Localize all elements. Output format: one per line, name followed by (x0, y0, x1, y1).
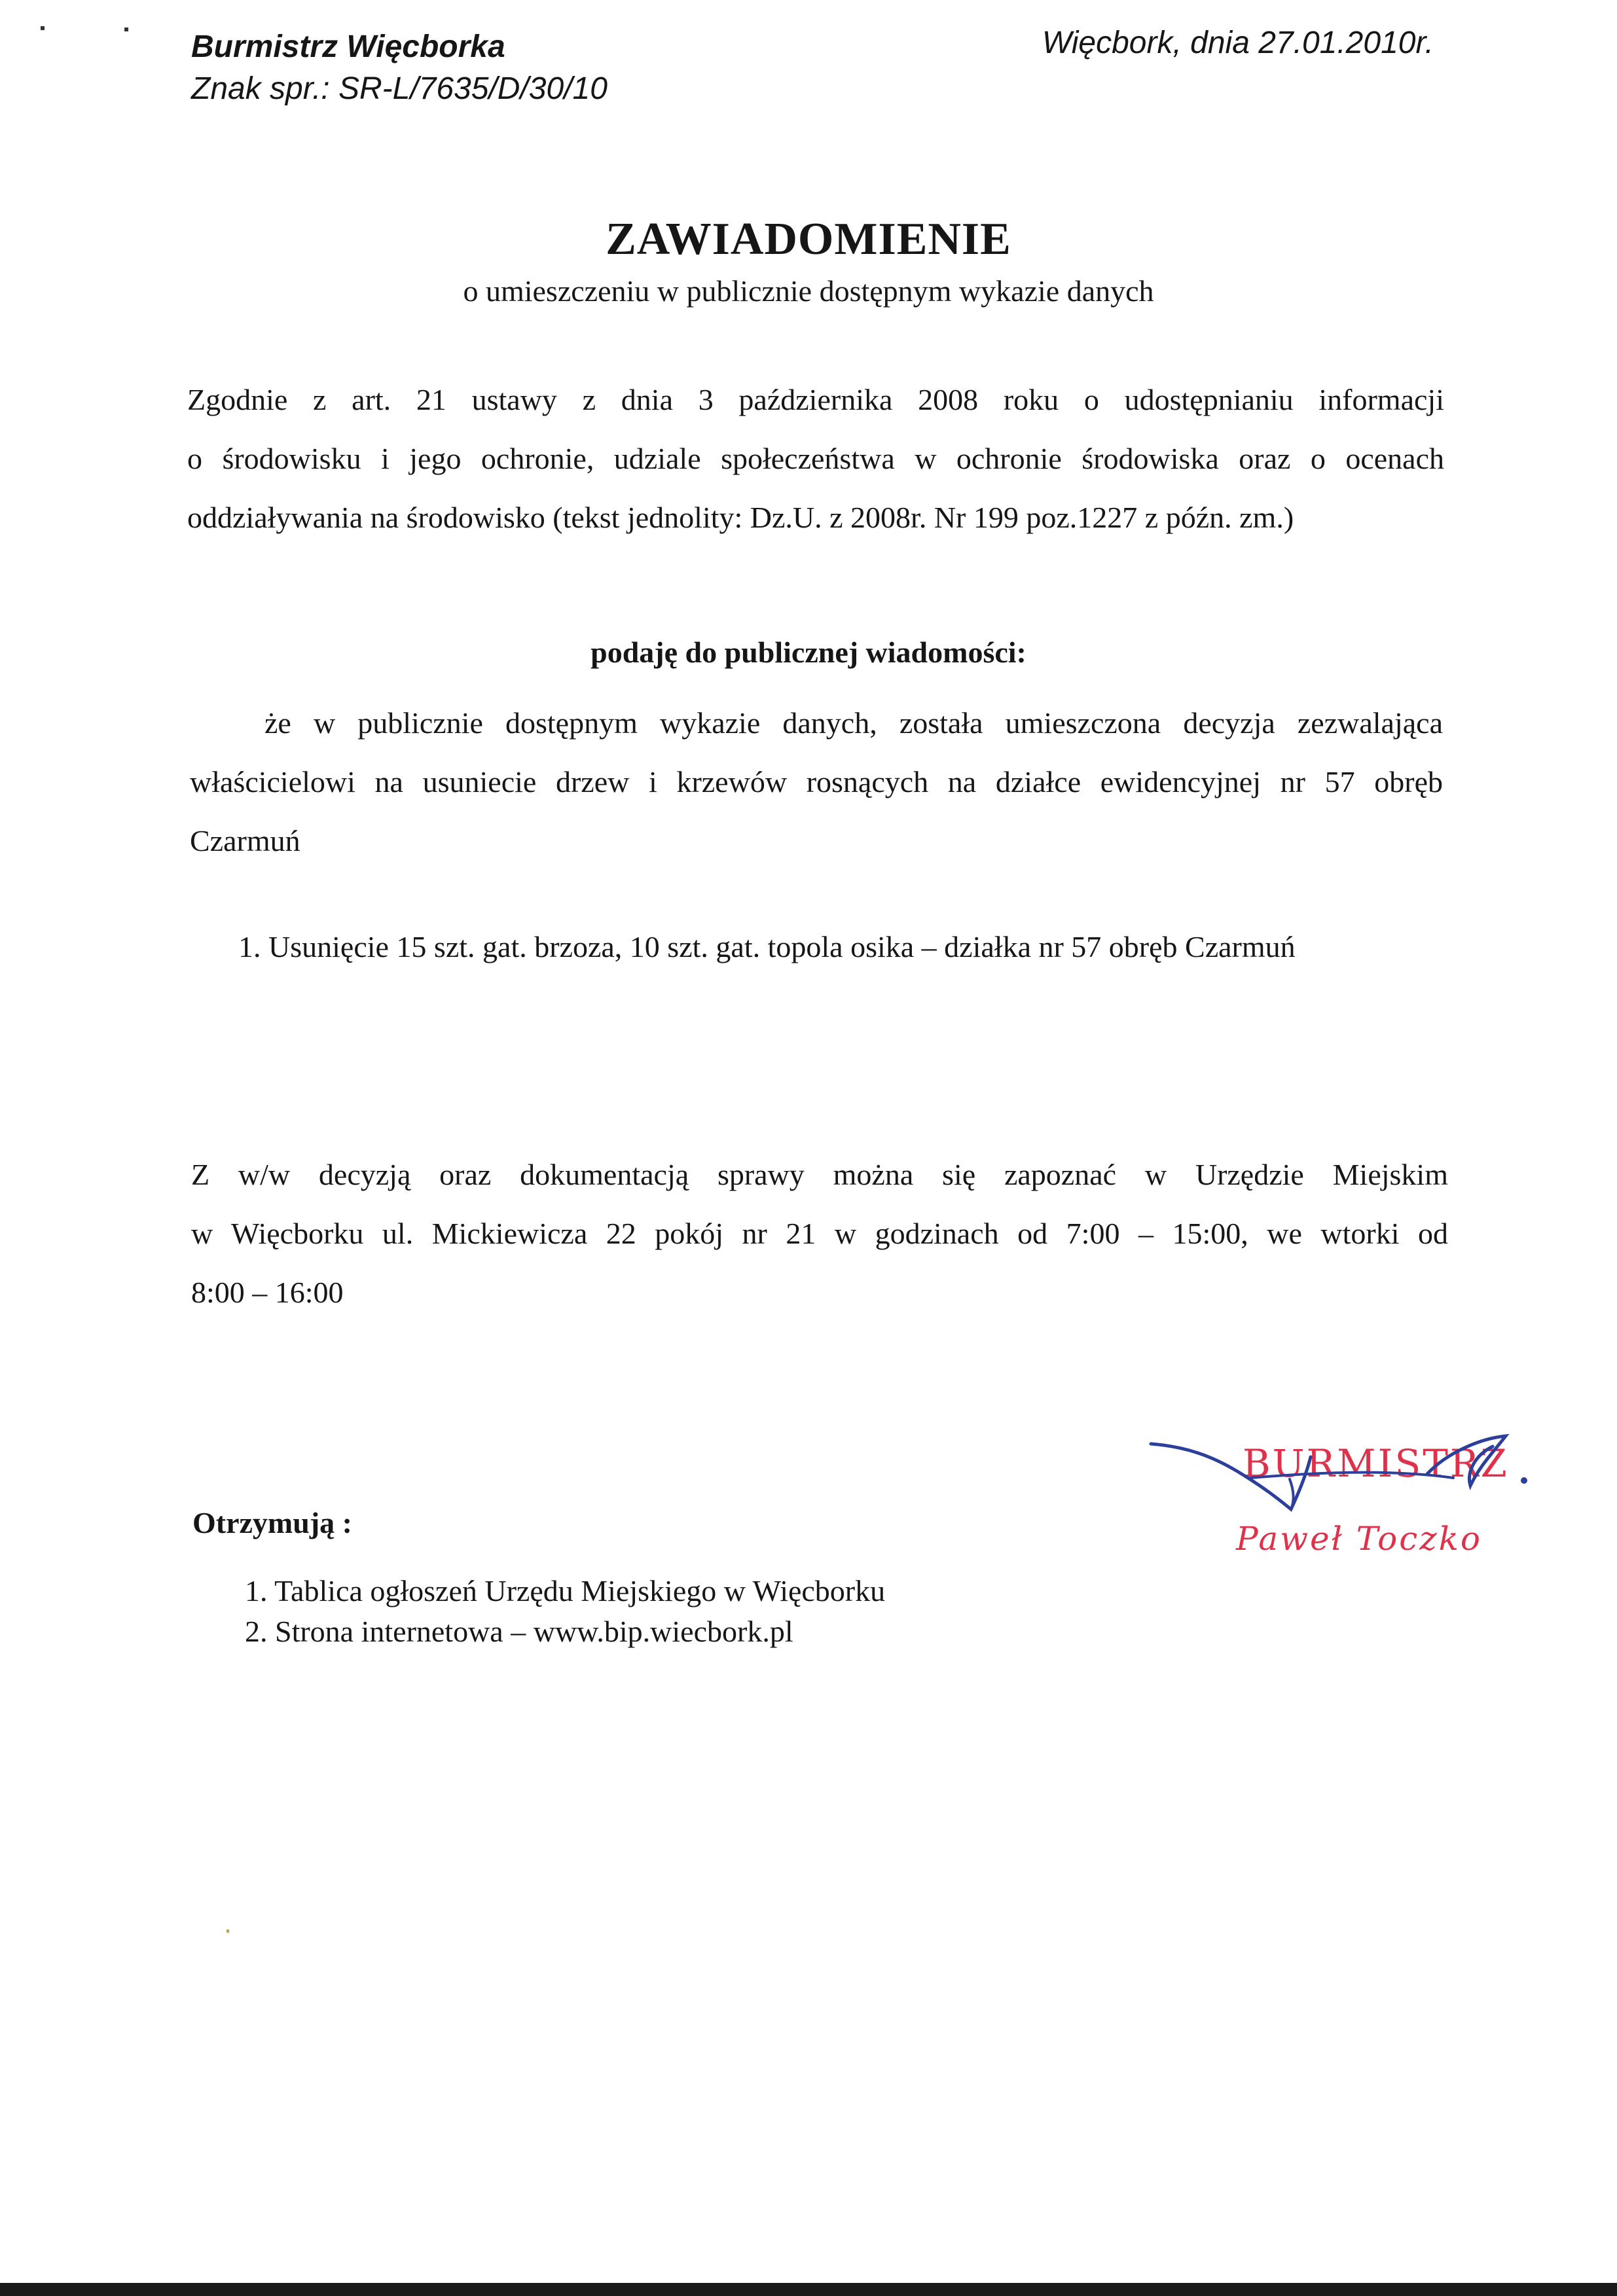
stamp-name: Paweł Toczko (1236, 1520, 1483, 1558)
announcement-heading: podaję do publicznej wiadomości: (590, 636, 1027, 669)
recipients-heading: Otrzymują : (192, 1506, 352, 1539)
paragraph-line: właścicielowi na usuniecie drzew i krzewów rosnących na działce ewidencyjnej nr 57 obręb (190, 765, 1443, 798)
paragraph-line: Czarmuń (190, 824, 300, 857)
place-date: Więcbork, dnia 27.01.2010r. (1042, 26, 1434, 60)
paragraph-line: o środowisku i jego ochronie, udziale społeczeństwa w ochronie środowiska oraz o ocenach (187, 442, 1444, 475)
document-title: ZAWIADOMIENIE (606, 214, 1011, 264)
scan-speck (41, 26, 45, 30)
paragraph-line: Zgodnie z art. 21 ustawy z dnia 3 października 2008 roku o udostępnianiu informacji (187, 383, 1444, 416)
document-subtitle: o umieszczeniu w publicznie dostępnym wykazie danych (463, 274, 1154, 308)
paragraph-line: że w publicznie dostępnym wykazie danych, została umieszczona decyzja zezwalająca (264, 706, 1443, 740)
paragraph-line: w Więcborku ul. Mickiewicza 22 pokój nr 21 w godzinach od 7:00 – 15:00, we wtorki od (191, 1217, 1448, 1250)
official-stamp (1139, 1427, 1545, 1584)
scan-bottom-edge (0, 2283, 1617, 2296)
scan-speck (124, 27, 128, 31)
stamp-title: BURMISTRZ (1243, 1441, 1509, 1486)
recipient-item: 1. Tablica ogłoszeń Urzędu Miejskiego w Więcborku (245, 1574, 886, 1607)
scan-speck (227, 1929, 229, 1933)
issuer-name: Burmistrz Więcborka (191, 29, 505, 64)
paragraph-line: oddziaływania na środowisko (tekst jednolity: Dz.U. z 2008r. Nr 199 poz.1227 z późn. zm.) (187, 501, 1294, 534)
case-reference: Znak spr.: SR-L/7635/D/30/10 (191, 71, 608, 106)
decision-item: 1. Usunięcie 15 szt. gat. brzoza, 10 szt. gat. topola osika – działka nr 57 obręb Czarmuń (238, 930, 1296, 963)
recipient-item: 2. Strona internetowa – www.bip.wiecbork.pl (245, 1615, 793, 1648)
paragraph-line: 8:00 – 16:00 (191, 1276, 344, 1309)
signature-mark (1139, 1427, 1545, 1584)
paragraph-line: Z w/w decyzją oraz dokumentacją sprawy można się zapoznać w Urzędzie Miejskim (191, 1158, 1448, 1191)
